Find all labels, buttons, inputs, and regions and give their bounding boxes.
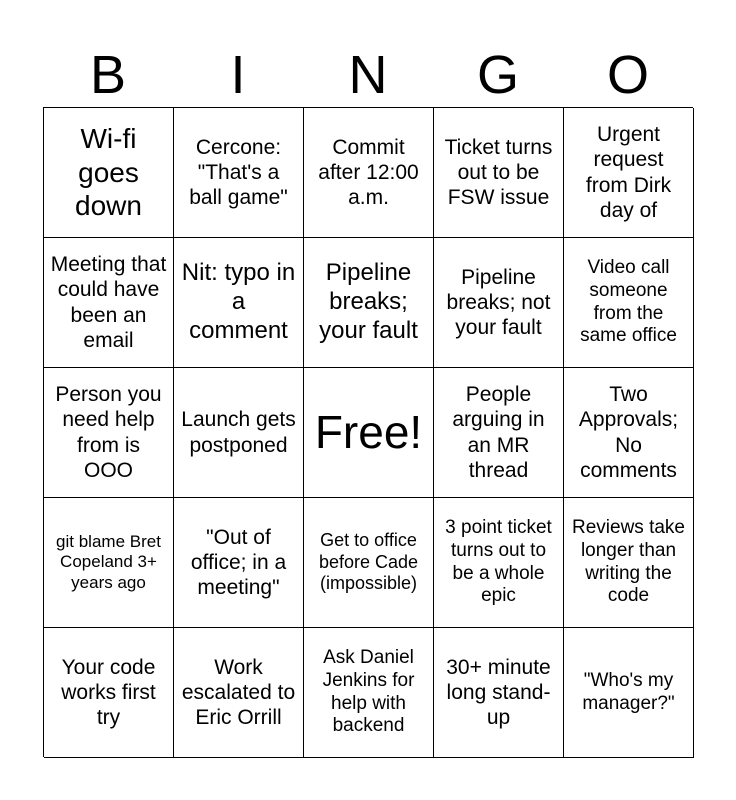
bingo-cell[interactable]: Urgent request from Dirk day of xyxy=(564,108,694,238)
header-letter-o: O xyxy=(606,45,649,105)
bingo-cell[interactable]: Your code works first try xyxy=(44,628,174,758)
bingo-cell[interactable]: Ask Daniel Jenkins for help with backend xyxy=(304,628,434,758)
bingo-header xyxy=(43,44,693,106)
header-letter-g: G xyxy=(476,45,519,105)
bingo-cell[interactable]: Work escalated to Eric Orrill xyxy=(174,628,304,758)
bingo-cell[interactable]: git blame Bret Copeland 3+ years ago xyxy=(44,498,174,628)
header-letter-b: B xyxy=(89,45,127,105)
bingo-cell[interactable]: Wi-fi goes down xyxy=(44,108,174,238)
bingo-cell[interactable]: People arguing in an MR thread xyxy=(434,368,564,498)
bingo-cell[interactable]: Pipeline breaks; your fault xyxy=(304,238,434,368)
bingo-cell[interactable]: "Out of office; in a meeting" xyxy=(174,498,304,628)
bingo-cell[interactable]: Commit after 12:00 a.m. xyxy=(304,108,434,238)
bingo-board xyxy=(43,107,693,757)
bingo-cell[interactable]: 3 point ticket turns out to be a whole epic xyxy=(434,498,564,628)
bingo-cell[interactable]: Launch gets postponed xyxy=(174,368,304,498)
bingo-cell[interactable]: Two Approvals; No comments xyxy=(564,368,694,498)
bingo-cell[interactable]: Ticket turns out to be FSW issue xyxy=(434,108,564,238)
bingo-cell[interactable]: Person you need help from is OOO xyxy=(44,368,174,498)
bingo-cell[interactable]: Video call someone from the same office xyxy=(564,238,694,368)
header-letter-i: I xyxy=(230,45,246,105)
bingo-cell[interactable]: "Who's my manager?" xyxy=(564,628,694,758)
bingo-cell[interactable]: Meeting that could have been an email xyxy=(44,238,174,368)
bingo-cell[interactable]: Reviews take longer than writing the code xyxy=(564,498,694,628)
free-space-cell[interactable]: Free! xyxy=(304,368,434,498)
bingo-cell[interactable]: 30+ minute long stand-up xyxy=(434,628,564,758)
bingo-cell[interactable]: Cercone: "That's a ball game" xyxy=(174,108,304,238)
bingo-cell[interactable]: Pipeline breaks; not your fault xyxy=(434,238,564,368)
bingo-cell[interactable]: Get to office before Cade (impossible) xyxy=(304,498,434,628)
bingo-cell[interactable]: Nit: typo in a comment xyxy=(174,238,304,368)
header-letter-n: N xyxy=(348,45,388,105)
